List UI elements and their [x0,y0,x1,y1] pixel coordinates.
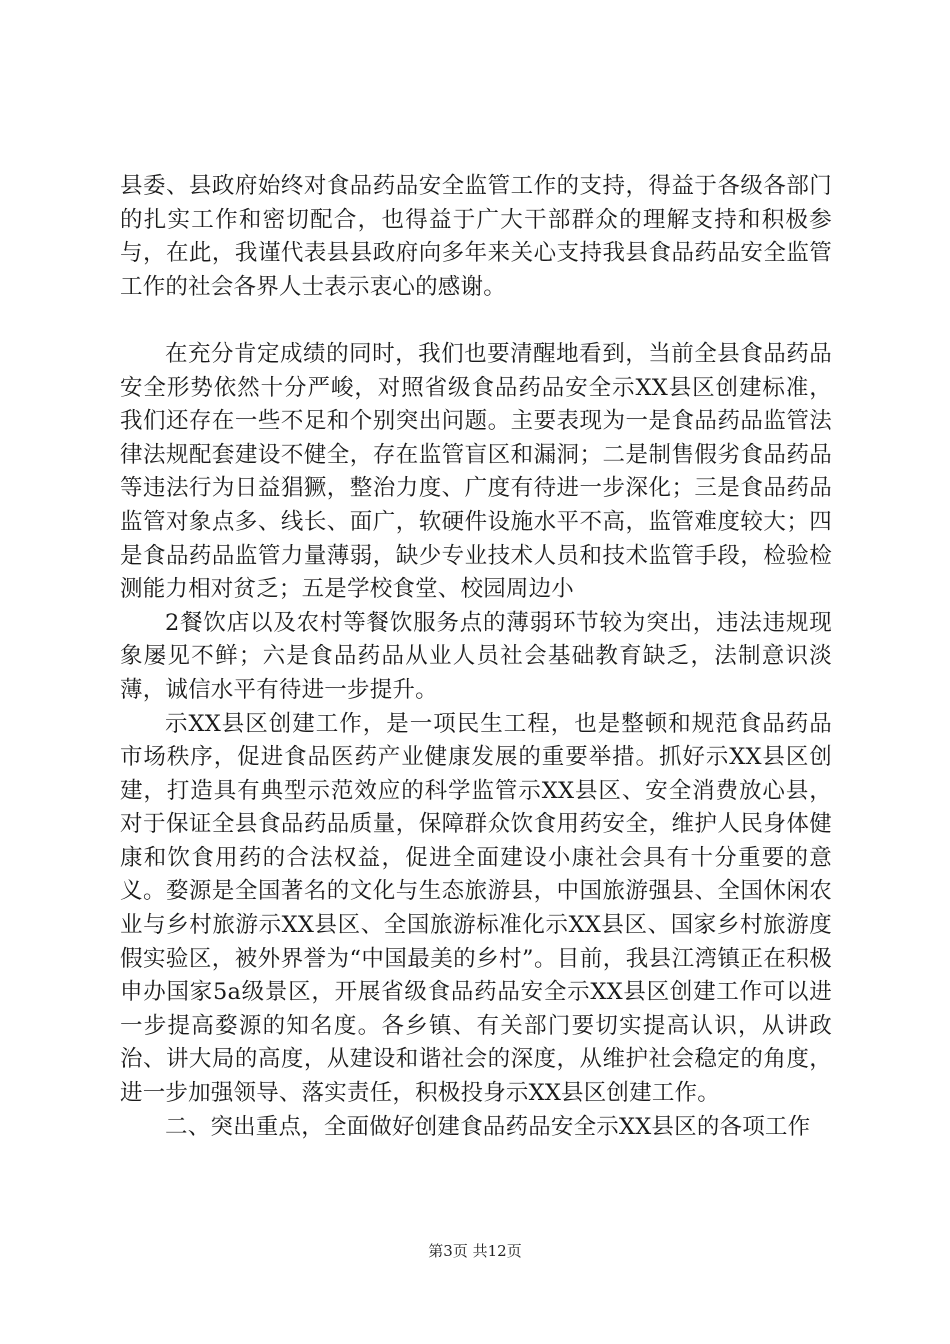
page-number: 第3页 共12页 [428,1242,522,1260]
paragraph-4: 示XX县区创建工作，是一项民生工程，也是整顿和规范食品药品市场秩序，促进食品医药产业健康发展的重要举措。抓好示XX县区创建，打造具有典型示范效应的科学监管示XX县区、安全消费放心县，对于保证全县食品药品质量，保障群众饮食用药安全，维护人民身体健康和饮食用药的合法权益，促进全面建设小康社会具有十分重要的意义。婺源是全国著名的文化与生态旅游县，中国旅游强县、全国休闲农业与乡村旅游示XX县区、全国旅游标准化示XX县区、国家乡村旅游度假实验区，被外界誉为“中国最美的乡村”。目前，我县江湾镇正在积极申办国家5a级景区，开展省级食品药品安全示XX县区创建工作可以进一步提高婺源的知名度。各乡镇、有关部门要切实提高认识，从讲政治、讲大局的高度，从建设和谐社会的深度，从维护社会稳定的角度，进一步加强领导、落实责任，积极投身示XX县区创建工作。 [120,710,832,1107]
paragraph-2: 在充分肯定成绩的同时，我们也要清醒地看到，当前全县食品药品安全形势依然十分严峻，对照省级食品药品安全示XX县区创建标准，我们还存在一些不足和个别突出问题。主要表现为一是食品药品监管法律法规配套建设不健全，存在监管盲区和漏洞；二是制售假劣食品药品等违法行为日益猖獗，整治力度、广度有待进一步深化；三是食品药品监管对象点多、线长、面广，软硬件设施水平不高，监管难度较大；四是食品药品监管力量薄弱，缺少专业技术人员和技术监管手段，检验检测能力相对贫乏；五是学校食堂、校园周边小 [120,340,832,603]
page-footer [0,1240,950,1261]
section-heading: 二、突出重点，全面做好创建食品药品安全示XX县区的各项工作 [165,1113,811,1140]
paragraph-1: 县委、县政府始终对食品药品安全监管工作的支持，得益于各级各部门的扎实工作和密切配合，也得益于广大干部群众的理解支持和积极参与，在此，我谨代表县县政府向多年来关心支持我县食品药品安全监管工作的社会各界人士表示衷心的感谢。 [120,173,832,300]
document-body [120,170,832,1144]
paragraph-spacer [120,304,832,338]
paragraph-3: 2餐饮店以及农村等餐饮服务点的薄弱环节较为突出，违法违规现象屡见不鲜；六是食品药品从业人员社会基础教育缺乏，法制意识淡薄，诚信水平有待进一步提升。 [120,609,832,703]
